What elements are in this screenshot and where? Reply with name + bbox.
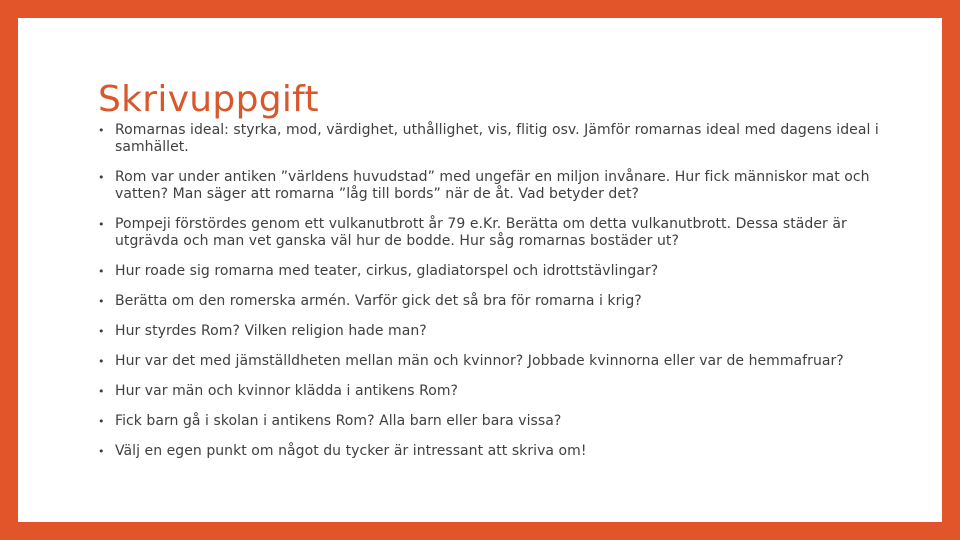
bullet-dot-icon: •	[98, 265, 105, 278]
bullet-item	[98, 122, 888, 156]
slide-title: Skrivuppgift	[98, 79, 319, 120]
bullet-item	[98, 353, 888, 370]
bullet-text: Hur roade sig romarna med teater, cirkus, gladiatorspel och idrottstävlingar?	[115, 263, 659, 279]
bullet-text: Berätta om den romerska armén. Varför gick det så bra för romarna i krig?	[115, 293, 642, 309]
bullet-dot-icon: •	[98, 171, 105, 184]
bullet-text: Välj en egen punkt om något du tycker är intressant att skriva om!	[115, 443, 587, 459]
bullet-text: Hur var män och kvinnor klädda i antikens Rom?	[115, 383, 459, 399]
bullet-item	[98, 443, 888, 460]
bullet-text: Fick barn gå i skolan i antikens Rom? Alla barn eller bara vissa?	[115, 413, 562, 429]
bullet-text: Romarnas ideal: styrka, mod, värdighet, uthållighet, vis, flitig osv. Jämför romarnas ideal med dagens ideal i samhället.	[115, 122, 879, 155]
bullet-item	[98, 413, 888, 430]
bullet-item	[98, 216, 888, 250]
bullet-dot-icon: •	[98, 385, 105, 398]
bullet-dot-icon: •	[98, 415, 105, 428]
bullet-dot-icon: •	[98, 355, 105, 368]
bullet-item	[98, 383, 888, 400]
bullet-dot-icon: •	[98, 445, 105, 458]
bullet-dot-icon: •	[98, 325, 105, 338]
bullet-dot-icon: •	[98, 295, 105, 308]
bullet-item	[98, 293, 888, 310]
bullet-item	[98, 323, 888, 340]
bullet-text: Rom var under antiken ”världens huvudstad” med ungefär en miljon invånare. Hur fick människor mat och vatten? Man säger att romarna ”låg till bords” när de åt. Vad betyder det?	[115, 169, 870, 202]
bullet-item	[98, 263, 888, 280]
bullet-list	[98, 122, 888, 473]
bullet-dot-icon: •	[98, 124, 105, 137]
bullet-text: Hur styrdes Rom? Vilken religion hade man?	[115, 323, 427, 339]
slide	[18, 18, 942, 522]
bullet-text: Pompeji förstördes genom ett vulkanutbrott år 79 e.Kr. Berätta om detta vulkanutbrott. Dessa städer är utgrävda och man vet ganska väl hur de bodde. Hur såg romarnas bostäder ut?	[115, 216, 847, 249]
bullet-dot-icon: •	[98, 218, 105, 231]
bullet-item	[98, 169, 888, 203]
bullet-text: Hur var det med jämställdheten mellan män och kvinnor? Jobbade kvinnorna eller var de hemmafruar?	[115, 353, 844, 369]
